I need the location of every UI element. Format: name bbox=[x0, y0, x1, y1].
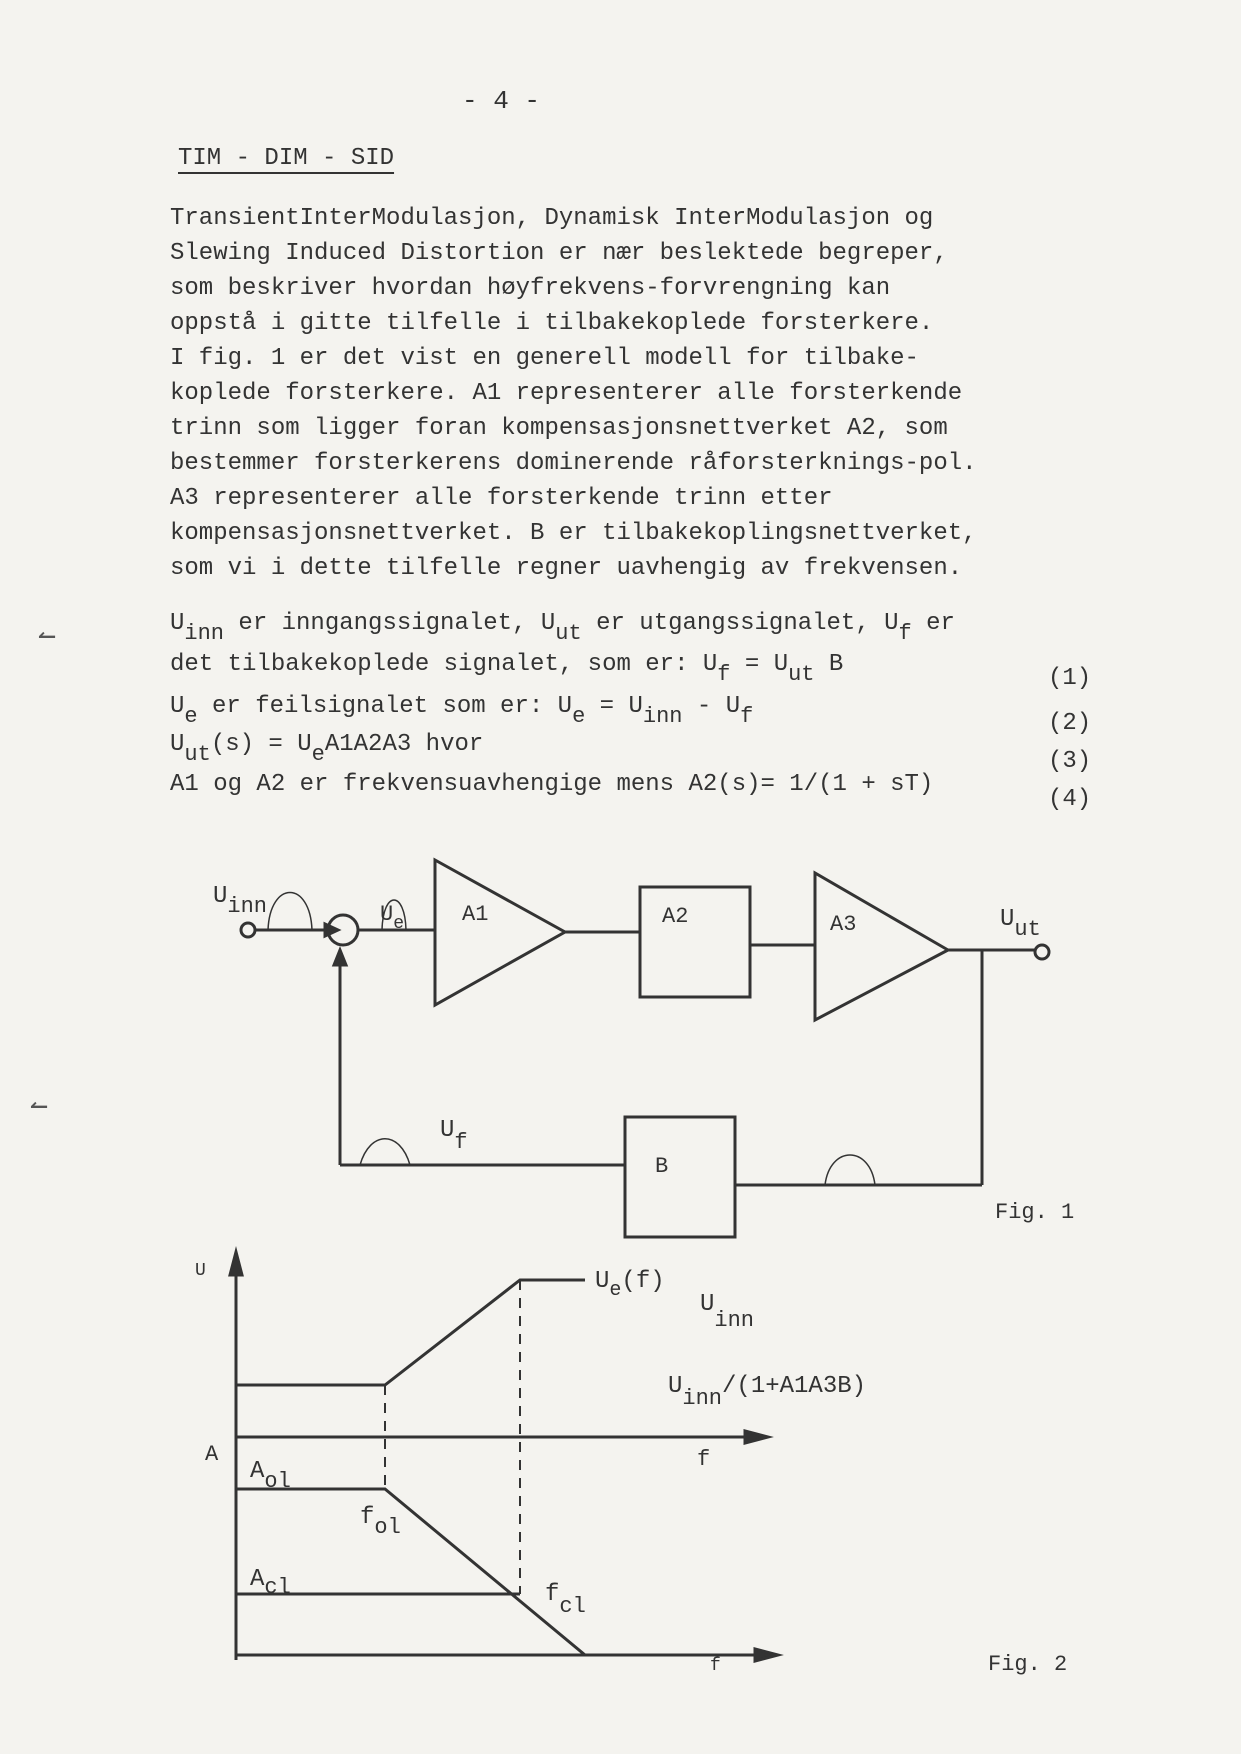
fcl-label: fcl bbox=[545, 1581, 586, 1619]
feedback-label: Uf bbox=[440, 1117, 468, 1155]
punch-hole-mark: ↼ bbox=[30, 1091, 49, 1125]
paragraph-line: kompensasjonsnettverket. B er tilbakekoplingsnettverket, bbox=[170, 520, 977, 547]
equation-2: Ue er feilsignalet som er: Ue = Uinn - Uf bbox=[170, 693, 754, 729]
y-upper-label: U bbox=[195, 1261, 206, 1281]
uinn-label: Uinn bbox=[700, 1291, 755, 1333]
ue-label: $U_e(f)$ bbox=[595, 1268, 665, 1302]
paragraph-line: bestemmer forsterkerens dominerende råforsterknings-pol. bbox=[170, 450, 977, 477]
x-lower-label: f bbox=[710, 1656, 721, 1676]
y-axis-arrow bbox=[230, 1252, 242, 1275]
equation-number-1: (1) bbox=[1048, 665, 1092, 692]
heading: TIM - DIM - SID bbox=[178, 145, 395, 172]
punch-hole-mark: ↼ bbox=[38, 621, 57, 655]
paragraph-line: som vi i dette tilfelle regner uavhengig av frekvensen. bbox=[170, 555, 963, 582]
open-loop-gain-curve bbox=[236, 1489, 585, 1655]
paragraph-line: koplede forsterkere. A1 representerer alle forsterkende bbox=[170, 380, 963, 407]
a1-label: A1 bbox=[462, 902, 489, 927]
ratio-label: Uinn/(1+A1A3B) bbox=[668, 1373, 867, 1411]
input-label: Uinn bbox=[213, 883, 268, 919]
y-lower-label: A bbox=[205, 1442, 219, 1467]
page-number: - 4 - bbox=[462, 86, 541, 116]
paragraph-line: trinn som ligger foran kompensasjonsnettverket A2, som bbox=[170, 415, 948, 442]
paragraph-line: A3 representerer alle forsterkende trinn etter bbox=[170, 485, 833, 512]
a2-label: A2 bbox=[662, 904, 689, 929]
x-upper-label: f bbox=[697, 1447, 711, 1472]
aol-label: Aol bbox=[250, 1458, 291, 1494]
paragraph-line: oppstå i gitte tilfelle i tilbakekoplede forsterkere. bbox=[170, 310, 934, 337]
output-label: Uut bbox=[1000, 906, 1041, 942]
fol-label: fol bbox=[360, 1504, 401, 1540]
error-signal-curve bbox=[236, 1280, 585, 1385]
acl-label: Acl bbox=[250, 1566, 291, 1600]
paragraph-line: TransientInterModulasjon, Dynamisk InterModulasjon og bbox=[170, 205, 934, 232]
signal-line: Uinn er inngangssignalet, Uut er utgangssignalet, Uf er bbox=[170, 610, 955, 646]
equation-4: A1 og A2 er frekvensuavhengige mens A2(s)= 1/(1 + sT) bbox=[170, 771, 934, 798]
b-label: B bbox=[655, 1154, 669, 1179]
fig1-caption: Fig. 1 bbox=[995, 1200, 1075, 1225]
paragraph-line: som beskriver hvordan høyfrekvens-forvrengning kan bbox=[170, 275, 891, 302]
error-label: $U_e$ bbox=[380, 902, 405, 934]
equation-number-2: (2) bbox=[1048, 710, 1092, 737]
upper-x-axis-arrow bbox=[745, 1431, 768, 1443]
fig2-caption: Fig. 2 bbox=[988, 1652, 1068, 1677]
a3-label: A3 bbox=[830, 912, 857, 937]
equation-3: Uut(s) = UeA1A2A3 hvor bbox=[170, 731, 484, 767]
lower-x-axis-arrow bbox=[755, 1649, 778, 1661]
paragraph-line: I fig. 1 er det vist en generell modell for tilbake- bbox=[170, 345, 919, 372]
equation-number-3: (3) bbox=[1048, 748, 1092, 775]
equation-number-4: (4) bbox=[1048, 786, 1092, 813]
equation-1: det tilbakekoplede signalet, som er: Uf = Uut B bbox=[170, 651, 844, 687]
paragraph-line: Slewing Induced Distortion er nær beslektede begreper, bbox=[170, 240, 948, 267]
